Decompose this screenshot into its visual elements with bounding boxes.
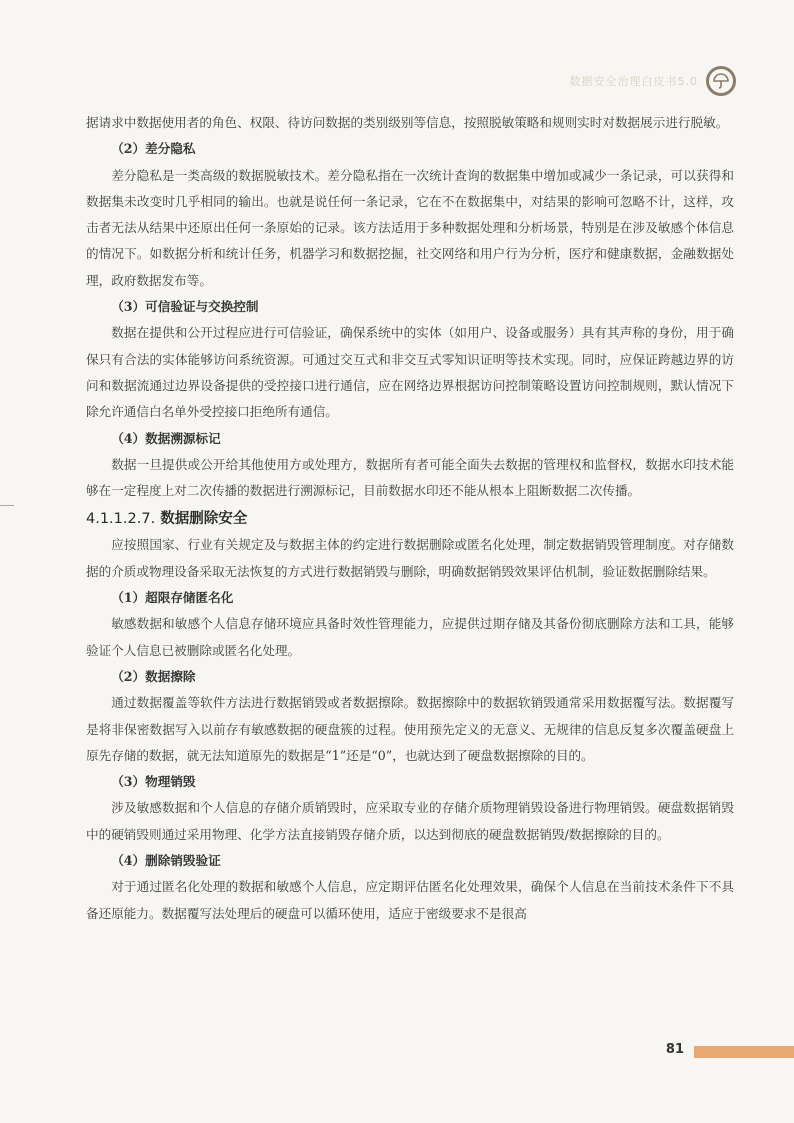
running-title: 数据安全治理白皮书5.0: [569, 75, 698, 88]
subheading-expired-storage: （1）超限存储匿名化: [111, 590, 234, 606]
subheading-deletion-verification: （4）删除销毁验证: [111, 853, 221, 869]
page-footer: [0, 1042, 794, 1062]
section-heading: [86, 506, 734, 532]
paragraph-data-erasure: 通过数据覆盖等软件方法进行数据销毁或者数据擦除。数据擦除中的数据软销毁通常采用数据覆写法。数据覆写是将非保密数据写入以前存有敏感数据的硬盘簇的过程。使用预先定义的无意义、无规律的信息反复多次覆盖硬盘上原先存储的数据，就无法知道原先的数据是“1”还是“0”，也就达到了硬盘数据擦除的目的。: [86, 695, 734, 763]
subheading-physical-destruction: （3）物理销毁: [111, 774, 196, 790]
section-title: 数据删除安全: [160, 510, 248, 528]
paragraph-physical-destruction: 涉及敏感数据和个人信息的存储介质销毁时，应采取专业的存储介质物理销毁设备进行物理销毁。硬盘数据销毁中的硬销毁则通过采用物理、化学方法直接销毁存储介质，以达到彻底的硬盘数据销毁/数据擦除的目的。: [86, 800, 734, 842]
paragraph-deletion-verification: 对于通过匿名化处理的数据和敏感个人信息，应定期评估匿名化处理效果，确保个人信息在当前技术条件下不具备还原能力。数据覆写法处理后的硬盘可以循环使用，适应于密级要求不是很高: [86, 879, 734, 921]
margin-mark: [0, 505, 14, 506]
paragraph-data-deletion: 应按照国家、行业有关规定及与数据主体的约定进行数据删除或匿名化处理，制定数据销毁管理制度。对存储数据的介质或物理设备采取无法恢复的方式进行数据销毁与删除，明确数据销毁效果评估机制，验证数据删除结果。: [86, 537, 734, 579]
paragraph-continuation: 据请求中数据使用者的角色、权限、待访问数据的类别级别等信息，按照脱敏策略和规则实时对数据展示进行脱敏。: [86, 115, 729, 130]
page-accent-bar: [694, 1046, 794, 1058]
page-header: [570, 66, 737, 96]
paragraph-differential-privacy: 差分隐私是一类高级的数据脱敏技术。差分隐私指在一次统计查询的数据集中增加或减少一条记录，可以获得和数据集未改变时几乎相同的输出。也就是说任何一条记录，它在不在数据集中，对结果的影响可忽略不计，这样，攻击者无法从结果中还原出任何一条原始的记录。该方法适用于多种数据处理和分析场景，特别是在涉及敏感个体信息的情况下。如数据分析和统计任务，机器学习和数据挖掘，社交网络和用户行为分析，医疗和健康数据，金融数据处理，政府数据发布等。: [86, 167, 734, 288]
subheading-data-erasure: （2）数据擦除: [111, 668, 196, 684]
paragraph-trust-verification: 数据在提供和公开过程应进行可信验证，确保系统中的实体（如用户、设备或服务）具有其声称的身份，用于确保只有合法的实体能够访问系统资源。可通过交互式和非交互式零知识证明等技术实现。同时，应保证跨越边界的访问和数据流通过边界设备提供的受控接口进行通信，应在网络边界根据访问控制策略设置访问控制规则，默认情况下除允许通信白名单外受控接口拒绝所有通信。: [86, 325, 734, 420]
subheading-differential-privacy: （2）差分隐私: [111, 141, 196, 157]
subheading-trust-verification: （3）可信验证与交换控制: [111, 299, 259, 315]
section-number: 4.1.1.2.7.: [86, 511, 156, 528]
page-body: [86, 110, 734, 927]
page-number: 81: [665, 1042, 684, 1057]
subheading-data-traceability: （4）数据溯源标记: [111, 430, 221, 446]
paragraph-data-traceability: 数据一旦提供或公开给其他使用方或处理方，数据所有者可能全面失去数据的管理权和监督权，数据水印技术能够在一定程度上对二次传播的数据进行溯源标记，目前数据水印还不能从根本上阻断数据二次传播。: [86, 456, 734, 499]
paragraph-expired-storage: 敏感数据和敏感个人信息存储环境应具备时效性管理能力，应提供过期存储及其备份彻底删除方法和工具，能够验证个人信息已被删除或匿名化处理。: [86, 616, 734, 658]
umbrella-circle-icon: [706, 66, 736, 96]
